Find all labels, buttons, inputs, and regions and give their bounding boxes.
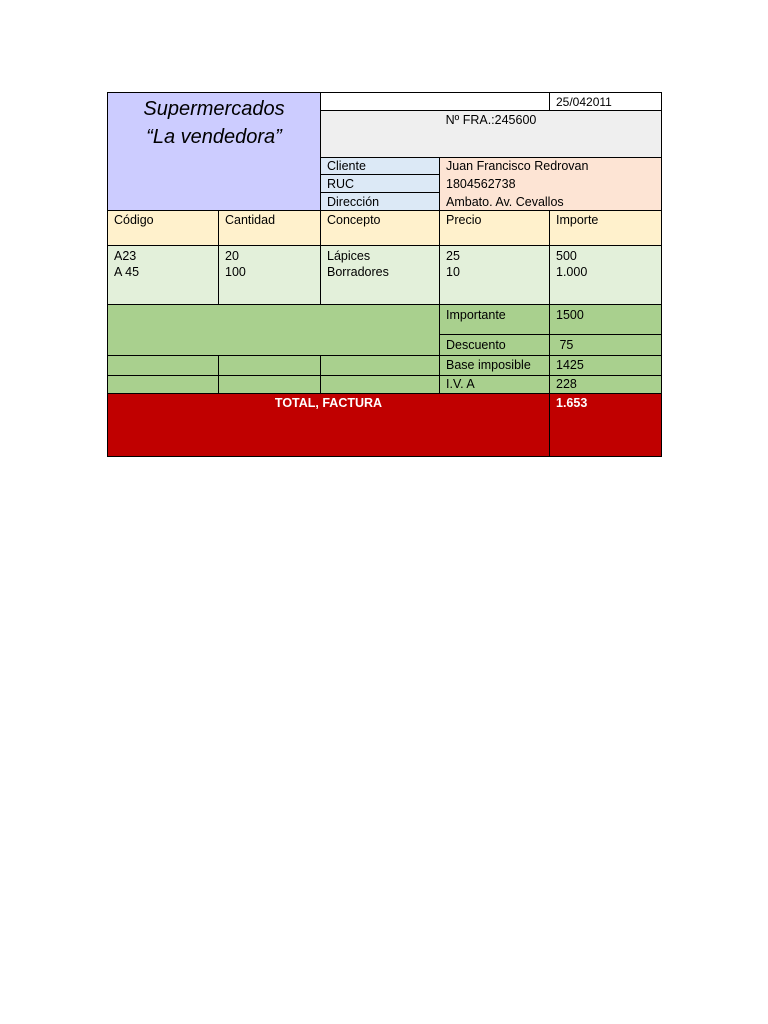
summary-value-base: 1425 bbox=[550, 356, 661, 376]
total-label: TOTAL, FACTURA bbox=[108, 394, 550, 456]
items-cantidad-cell bbox=[219, 246, 321, 305]
column-header-importe: Importe bbox=[550, 211, 661, 246]
invoice-table bbox=[107, 92, 662, 457]
summary-label-importante: Importante bbox=[440, 305, 550, 335]
items-concepto-cell bbox=[321, 246, 440, 305]
invoice-date: 25/042011 bbox=[550, 93, 661, 111]
summary-blank-cell bbox=[108, 376, 219, 394]
items-codigo-cell bbox=[108, 246, 219, 305]
total-value: 1.653 bbox=[550, 394, 661, 456]
column-header-cantidad: Cantidad bbox=[219, 211, 321, 246]
label-cliente: Cliente bbox=[321, 158, 440, 175]
item-concepto: Lápices bbox=[327, 249, 371, 263]
summary-value-descuento: 75 bbox=[550, 335, 661, 356]
label-ruc: RUC bbox=[321, 175, 440, 193]
item-precio: 10 bbox=[446, 265, 460, 279]
summary-value-importante: 1500 bbox=[550, 305, 661, 335]
item-precio: 25 bbox=[446, 249, 460, 263]
company-name bbox=[108, 93, 321, 211]
column-header-codigo: Código bbox=[108, 211, 219, 246]
summary-blank-cell bbox=[321, 356, 440, 376]
invoice-number: Nº FRA.:245600 bbox=[321, 111, 661, 158]
item-cantidad: 100 bbox=[225, 265, 246, 279]
summary-label-iva: I.V. A bbox=[440, 376, 550, 394]
client-name: Juan Francisco Redrovan bbox=[440, 158, 661, 175]
item-importe: 500 bbox=[556, 249, 577, 263]
company-name-line1: Supermercados bbox=[143, 98, 285, 120]
column-header-concepto: Concepto bbox=[321, 211, 440, 246]
summary-blank-merged bbox=[108, 305, 440, 356]
client-ruc: 1804562738 bbox=[440, 175, 661, 193]
summary-label-descuento: Descuento bbox=[440, 335, 550, 356]
summary-blank-cell bbox=[219, 376, 321, 394]
item-importe: 1.000 bbox=[556, 265, 588, 279]
item-concepto: Borradores bbox=[327, 265, 389, 279]
summary-blank-cell bbox=[321, 376, 440, 394]
items-precio-cell bbox=[440, 246, 550, 305]
item-codigo: A23 bbox=[114, 249, 137, 263]
client-address: Ambato. Av. Cevallos bbox=[440, 193, 661, 211]
summary-blank-cell bbox=[108, 356, 219, 376]
summary-value-iva: 228 bbox=[550, 376, 661, 394]
column-header-precio: Precio bbox=[440, 211, 550, 246]
item-codigo: A 45 bbox=[114, 265, 140, 279]
items-importe-cell bbox=[550, 246, 661, 305]
label-direccion: Dirección bbox=[321, 193, 440, 211]
company-name-line2: “La vendedora” bbox=[146, 126, 282, 148]
summary-blank-cell bbox=[219, 356, 321, 376]
item-cantidad: 20 bbox=[225, 249, 239, 263]
summary-label-base: Base imposible bbox=[440, 356, 550, 376]
header-blank-cell bbox=[321, 93, 550, 111]
